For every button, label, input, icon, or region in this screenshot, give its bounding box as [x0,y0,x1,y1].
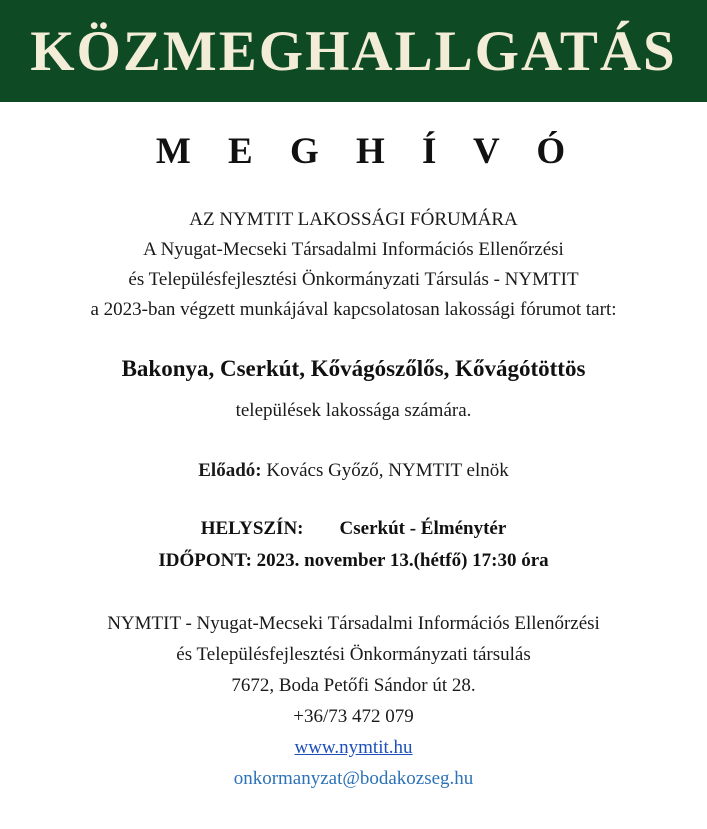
footer-email-row [0,763,707,794]
location-value: Cserkút - Élménytér [339,518,507,539]
invitation-heading: M E G H Í V Ó [155,131,580,172]
email-address[interactable]: onkormanyzat@bodakozseg.hu [233,768,474,789]
time-line [0,550,707,572]
towns-list: Bakonya, Cserkút, Kővágószőlős, Kővágótöttös [121,356,586,381]
speaker-line [0,460,707,482]
intro-line-2: A Nyugat-Mecseki Társadalmi Információs Ellenőrzési [143,239,564,260]
speaker-label: Előadó: [198,460,262,481]
header-banner [0,0,707,102]
footer-org-line-1: NYMTIT - Nyugat-Mecseki Társadalmi Információs Ellenőrzési [107,613,600,634]
towns-subtitle: települések lakossága számára. [235,400,472,421]
intro-line-1: AZ NYMTIT LAKOSSÁGI FÓRUMÁRA [189,209,518,230]
intro-line-4: a 2023-ban végzett munkájával kapcsolatosan lakossági fórumot tart: [90,299,617,320]
location-label: HELYSZÍN: [200,518,304,539]
footer-website-row [0,732,707,763]
banner-title: KÖZMEGHALLGATÁS [30,19,677,83]
time-label: IDŐPONT: [158,550,252,571]
location-line [0,518,707,540]
speaker-value: Kovács Győző, NYMTIT elnök [266,460,509,481]
footer-org-line-2: és Településfejlesztési Önkormányzati társulás [176,644,531,665]
time-rest: (hétfő) 17:30 óra [413,550,549,571]
intro-line-3: és Településfejlesztési Önkormányzati Társulás - NYMTIT [128,269,579,290]
footer-phone: +36/73 472 079 [293,706,414,727]
website-link[interactable]: www.nymtit.hu [294,737,413,758]
time-date: 2023. november 13. [256,550,414,571]
footer-address: 7672, Boda Petőfi Sándor út 28. [231,675,476,696]
